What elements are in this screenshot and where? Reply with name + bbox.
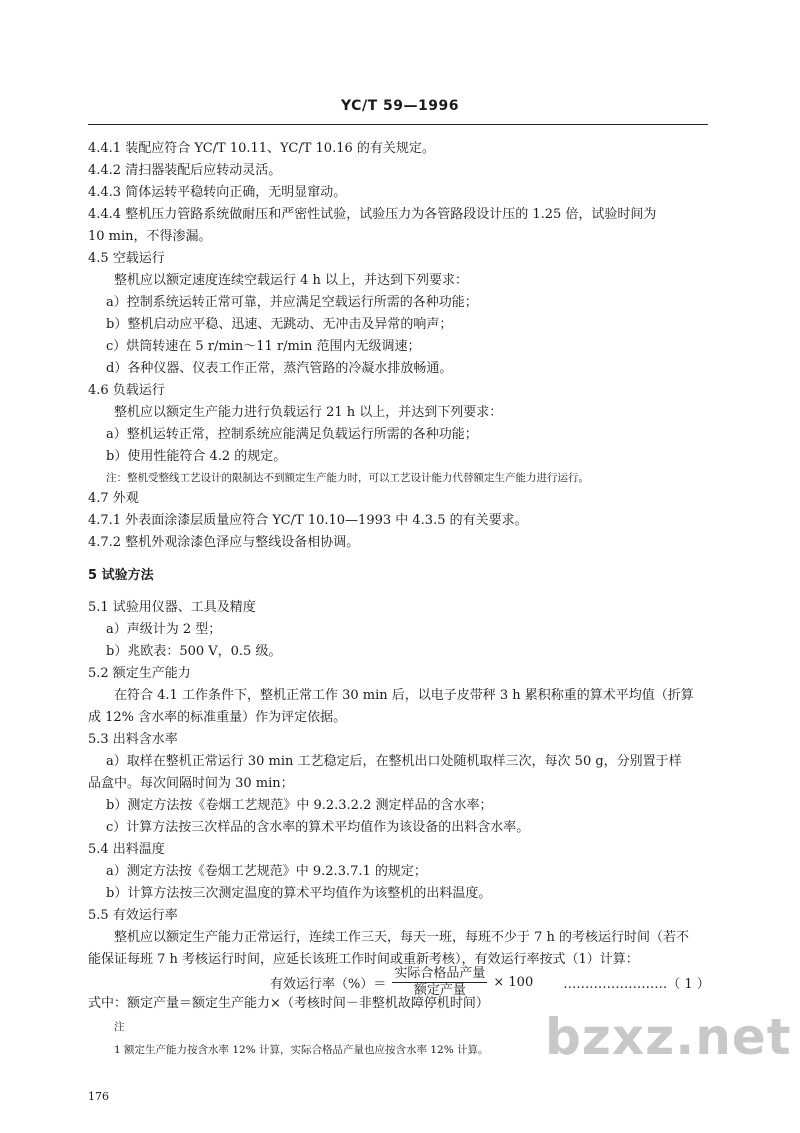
note-4-6: 注：整机受整线工艺设计的限制达不到额定生产能力时，可以工艺设计能力代替额定生产能力进行运行。	[106, 472, 589, 484]
list-item-4-5-d: d）各种仪器、仪表工作正常，蒸汽管路的冷凝水排放畅通。	[106, 361, 453, 376]
clause-4-4-2: 4.4.2 清扫器装配后应转动灵活。	[88, 163, 282, 178]
notes-label: 注	[114, 1021, 125, 1033]
clause-4-4-4: 4.4.4 整机压力管路系统做耐压和严密性试验，试验压力为各管路段设计压的 1.25 倍，试验时间为	[88, 207, 657, 222]
formula-where-clause: 式中：额定产量＝额定生产能力×（考核时间－非整机故障停机时间）	[88, 996, 489, 1011]
paragraph-4-6: 整机应以额定生产能力进行负载运行 21 h 以上，并达到下列要求：	[114, 405, 503, 420]
list-item-4-5-c: c）烘筒转速在 5 r/min～11 r/min 范围内无级调速；	[106, 339, 421, 354]
chapter-5-heading: 5 试验方法	[88, 568, 154, 583]
list-item-5-1-b: b）兆欧表：500 V，0.5 级。	[106, 644, 282, 659]
section-4-5-heading: 4.5 空载运行	[88, 251, 165, 266]
list-item-5-3-a-cont: 品盒中。每次间隔时间为 30 min；	[88, 776, 294, 791]
section-5-3-heading: 5.3 出料含水率	[88, 732, 178, 747]
page-number: 176	[88, 1090, 109, 1103]
document-header: YC/T 59—1996	[341, 98, 459, 114]
watermark-logo: bzxz.net	[545, 1008, 792, 1066]
section-4-7-heading: 4.7 外观	[88, 491, 139, 506]
section-4-6-heading: 4.6 负载运行	[88, 383, 165, 398]
clause-4-4-1: 4.4.1 装配应符合 YC/T 10.11、YC/T 10.16 的有关规定。	[88, 141, 435, 156]
equation-numerator: 实际合格品产量	[394, 966, 486, 981]
section-5-2-heading: 5.2 额定生产能力	[88, 666, 191, 681]
paragraph-5-2-cont: 成 12% 含水率的标准重量）作为评定依据。	[88, 710, 347, 725]
list-item-5-3-c: c）计算方法按三次样品的含水率的算术平均值作为该设备的出料含水率。	[106, 820, 530, 835]
list-item-4-6-b: b）使用性能符合 4.2 的规定。	[106, 449, 287, 464]
list-item-5-3-b: b）测定方法按《卷烟工艺规范》中 9.2.3.2.2 测定样品的含水率；	[106, 798, 493, 813]
section-5-1-heading: 5.1 试验用仪器、工具及精度	[88, 600, 256, 615]
note-1: 1 额定生产能力按含水率 12% 计算，实际合格品产量也应按含水率 12% 计算。	[114, 1044, 489, 1056]
list-item-5-3-a: a）取样在整机正常运行 30 min 工艺稳定后，在整机出口处随机取样三次，每次 50 g，分别置于样	[106, 754, 682, 769]
equation-denominator: 额定产量	[413, 983, 466, 998]
list-item-5-4-b: b）计算方法按三次测定温度的算术平均值作为该整机的出料温度。	[106, 886, 492, 901]
list-item-5-4-a: a）测定方法按《卷烟工艺规范》中 9.2.3.7.1 的规定；	[106, 864, 427, 879]
list-item-4-5-b: b）整机启动应平稳、迅速、无跳动、无冲击及异常的响声；	[106, 317, 453, 332]
clause-4-4-3: 4.4.3 简体运转平稳转向正确，无明显窜动。	[88, 185, 347, 200]
section-5-4-heading: 5.4 出料温度	[88, 842, 165, 857]
clause-4-7-1: 4.7.1 外表面涂漆层质量应符合 YC/T 10.10—1993 中 4.3.5 的有关要求。	[88, 513, 528, 528]
clause-4-4-4-cont: 10 min，不得渗漏。	[88, 229, 212, 244]
clause-4-7-2: 4.7.2 整机外观涂漆色泽应与整线设备相协调。	[88, 535, 360, 550]
list-item-4-6-a: a）整机运转正常，控制系统应能满足负载运行所需的各种功能；	[106, 427, 478, 442]
list-item-4-5-a: a）控制系统运转正常可靠，并应满足空载运行所需的各种功能；	[106, 295, 478, 310]
header-rule	[88, 124, 708, 125]
section-5-5-heading: 5.5 有效运行率	[88, 908, 178, 923]
list-item-5-1-a: a）声级计为 2 型；	[106, 622, 222, 637]
paragraph-5-5-cont: 能保证每班 7 h 考核运行时间，应延长该班工作时间或重新考核），有效运行率按式（1）计算：	[88, 952, 639, 967]
equation-lhs: 有效运行率（%）＝	[270, 977, 387, 992]
paragraph-5-2: 在符合 4.1 工作条件下，整机正常工作 30 min 后，以电子皮带秤 3 h 累积称重的算术平均值（折算	[114, 688, 694, 703]
equation-times: × 100	[493, 975, 534, 990]
equation-number: ……………………（ 1 ）	[563, 977, 710, 992]
paragraph-5-5: 整机应以额定生产能力正常运行，连续工作三天，每天一班，每班不少于 7 h 的考核运行时间（若不	[114, 930, 690, 945]
paragraph-4-5: 整机应以额定速度连续空载运行 4 h 以上，并达到下列要求：	[114, 273, 469, 288]
